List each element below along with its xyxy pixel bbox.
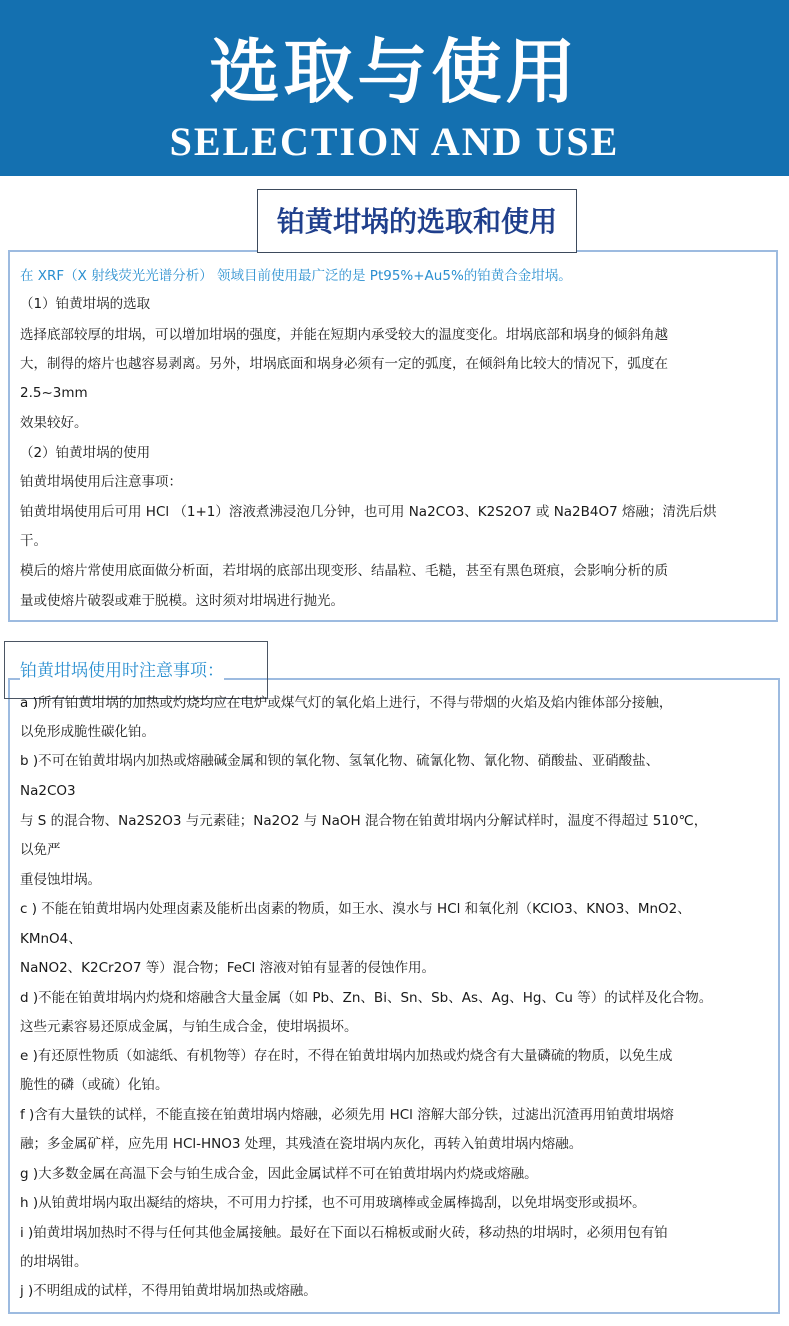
list-item-line: e )有还原性物质（如滤纸、有机物等）存在时，不得在铂黄坩埚内加热或灼烧含有大量磷硫的物质，以免生成: [20, 1048, 673, 1064]
list-item-line: f )含有大量铁的试样，不能直接在铂黄坩埚内熔融，必须先用 HCl 溶解大部分铁，过滤出沉渣再用铂黄坩埚熔: [20, 1107, 674, 1123]
list-item-line: i )铂黄坩埚加热时不得与任何其他金属接触。最好在下面以石棉板或耐火砖，移动热的坩埚时，必须用包有铂: [20, 1225, 668, 1241]
paragraph-line: 选择底部较厚的坩埚，可以增加坩埚的强度，并能在短期内承受较大的温度变化。坩埚底部和埚身的倾斜角越: [20, 327, 668, 343]
header-banner: [0, 0, 789, 176]
list-item-line: 这些元素容易还原成金属，与铂生成合金，使坩埚损坏。: [20, 1019, 358, 1035]
list-item-line: 以免形成脆性碳化铂。: [20, 724, 155, 740]
list-item-line: j )不明组成的试样，不得用铂黄坩埚加热或熔融。: [20, 1283, 317, 1299]
list-item-line: g )大多数金属在高温下会与铂生成合金，因此金属试样不可在铂黄坩埚内灼烧或熔融。: [20, 1166, 538, 1182]
paragraph-line: 2.5~3mm: [20, 385, 88, 401]
section-heading: 铂黄坩埚的选取和使用: [276, 205, 557, 238]
section-heading-box: [257, 189, 577, 253]
paragraph-line: 模后的熔片常使用底面做分析面，若坩埚的底部出现变形、结晶粒、毛糙，甚至有黑色斑痕，会影响分析的质: [20, 563, 668, 579]
list-item-line: b )不可在铂黄坩埚内加热或熔融碱金属和钡的氧化物、氢氧化物、硫氰化物、氰化物、硝酸盐、亚硝酸盐、: [20, 753, 660, 769]
paragraph-line: （1）铂黄坩埚的选取: [20, 296, 151, 312]
paragraph-line: 效果较好。: [20, 415, 88, 431]
precautions-heading: 铂黄坩埚使用时注意事项：: [20, 657, 224, 685]
precautions-heading-frame: [4, 641, 268, 699]
list-item-line: 脆性的磷（或硫）化铂。: [20, 1077, 169, 1093]
list-item-line: 的坩埚钳。: [20, 1254, 88, 1270]
list-item-line: d )不能在铂黄坩埚内灼烧和熔融含大量金属（如 Pb、Zn、Bi、Sn、Sb、As、Ag、Hg、Cu 等）的试样及化合物。: [20, 990, 713, 1006]
list-item-line: 融；多金属矿样，应先用 HCl-HNO3 处理，其残渣在瓷坩埚内灰化，再转入铂黄坩埚内熔融。: [20, 1136, 583, 1152]
list-item-line: a )所有铂黄坩埚的加热或灼烧均应在电炉或煤气灯的氧化焰上进行，不得与带烟的火焰及焰内锥体部分接触，: [20, 695, 673, 711]
list-item-line: 重侵蚀坩埚。: [20, 872, 101, 888]
paragraph-line: 铂黄坩埚使用后注意事项：: [20, 474, 182, 490]
intro-line: 在 XRF（X 射线荧光光谱分析） 领域目前使用最广泛的是 Pt95%+Au5%的铂黄合金坩埚。: [20, 268, 572, 284]
list-item-line: KMnO4、: [20, 931, 82, 947]
list-item-line: Na2CO3: [20, 783, 76, 799]
paragraph-line: 大，制得的熔片也越容易剥离。另外，坩埚底面和埚身必须有一定的弧度，在倾斜角比较大的情况下，弧度在: [20, 356, 668, 372]
list-item-line: c ) 不能在铂黄坩埚内处理卤素及能析出卤素的物质，如王水、溴水与 HCl 和氧化剂（KClO3、KNO3、MnO2、: [20, 901, 691, 917]
paragraph-line: 铂黄坩埚使用后可用 HCl （1+1）溶液煮沸浸泡几分钟，也可用 Na2CO3、K2S2O7 或 Na2B4O7 熔融；清洗后烘: [20, 504, 717, 520]
list-item-line: 与 S 的混合物、Na2S2O3 与元素硅；Na2O2 与 NaOH 混合物在铂黄坩埚内分解试样时，温度不得超过 510℃，: [20, 813, 708, 829]
paragraph-line: 量或使熔片破裂或难于脱模。这时须对坩埚进行抛光。: [20, 593, 344, 609]
page-subtitle: SELECTION AND USE: [169, 119, 620, 164]
paragraph-line: （2）铂黄坩埚的使用: [20, 445, 151, 461]
list-item-line: NaNO2、K2Cr2O7 等）混合物；FeCl 溶液对铂有显著的侵蚀作用。: [20, 960, 435, 976]
paragraph-line: 干。: [20, 533, 47, 549]
list-item-line: 以免严: [20, 842, 61, 858]
list-item-line: h )从铂黄坩埚内取出凝结的熔块，不可用力拧揉，也不可用玻璃棒或金属棒捣刮，以免坩埚变形或损坏。: [20, 1195, 646, 1211]
page-title: 选取与使用: [209, 30, 580, 113]
